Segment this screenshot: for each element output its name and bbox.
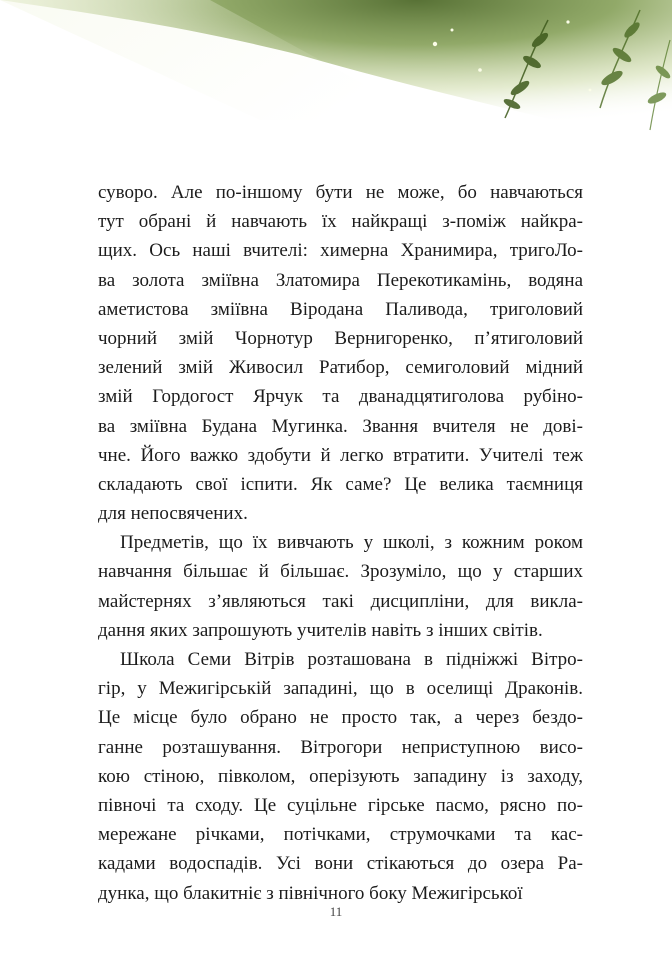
text-line: ва золота змiївна Златомира Перекотикамінь, водяна [98,269,583,291]
body-text [98,178,583,908]
text-line: зелений змій Живосил Ратибор, семиголовий мідний [98,357,583,379]
paragraph [98,645,583,908]
text-line: навчання більшає й більшає. Зрозуміло, що у старших [98,561,583,583]
text-line: складають свої іспити. Як саме? Це велика таємниця [98,473,583,495]
text-line: тут обрані й навчають їх найкращі з-поміж найкра- [98,211,583,233]
text-line: чорний змій Чорнотур Вернигоренко, п’ятиголовий [98,327,583,349]
header-illustration [0,0,672,165]
text-line: мережане річками, потічками, струмочками та кас- [98,824,583,846]
text-line: Це місце було обрано не просто так, а через бездо- [98,707,583,729]
text-line: суворо. Але по-іншому бути не може, бо навчаються [98,182,583,203]
text-line: для непосвячених. [98,503,248,525]
text-line: змій Гордогост Ярчук та дванадцятиголова рубіно- [98,386,583,408]
paragraph [98,178,583,528]
text-line: аметистова змiївна Віродана Паливода, триголовий [98,298,583,320]
text-line: півночі та сходу. Це суцільне гірське пасмо, рясно по- [98,794,583,816]
text-line: майстернях з’являються такі дисципліни, для викла- [98,590,583,612]
text-line: чне. Його важко здобути й легко втратити. Учителі теж [98,444,583,466]
text-line: ва змiївна Будана Мугинка. Звання вчителя не дові- [98,415,583,437]
text-line: кадами водоспадів. Усі вони стікаються до озера Ра- [98,853,583,875]
text-line: ганне розташування. Вітрогори неприступною висо- [98,736,583,758]
text-line: щих. Ось наші вчителі: химерна Хранимира, тригоЛо- [98,240,583,262]
text-line: дунка, що блакитніє з північного боку Межигірської [98,882,523,904]
text-line: Предметів, що їх вивчають у школі, з кожним роком [120,532,583,554]
page-number: 11 [329,904,343,919]
paragraph [98,528,583,645]
text-line: дання яких запрошують учителів навіть з інших світів. [98,619,543,641]
text-line: Школа Семи Вітрів розташована в підніжжі Вітро- [120,649,583,670]
text-line: кою стіною, півколом, оперізують западину із заходу, [98,765,583,787]
text-line: гір, у Межигірській западині, що в оселищі Драконів. [98,678,583,700]
